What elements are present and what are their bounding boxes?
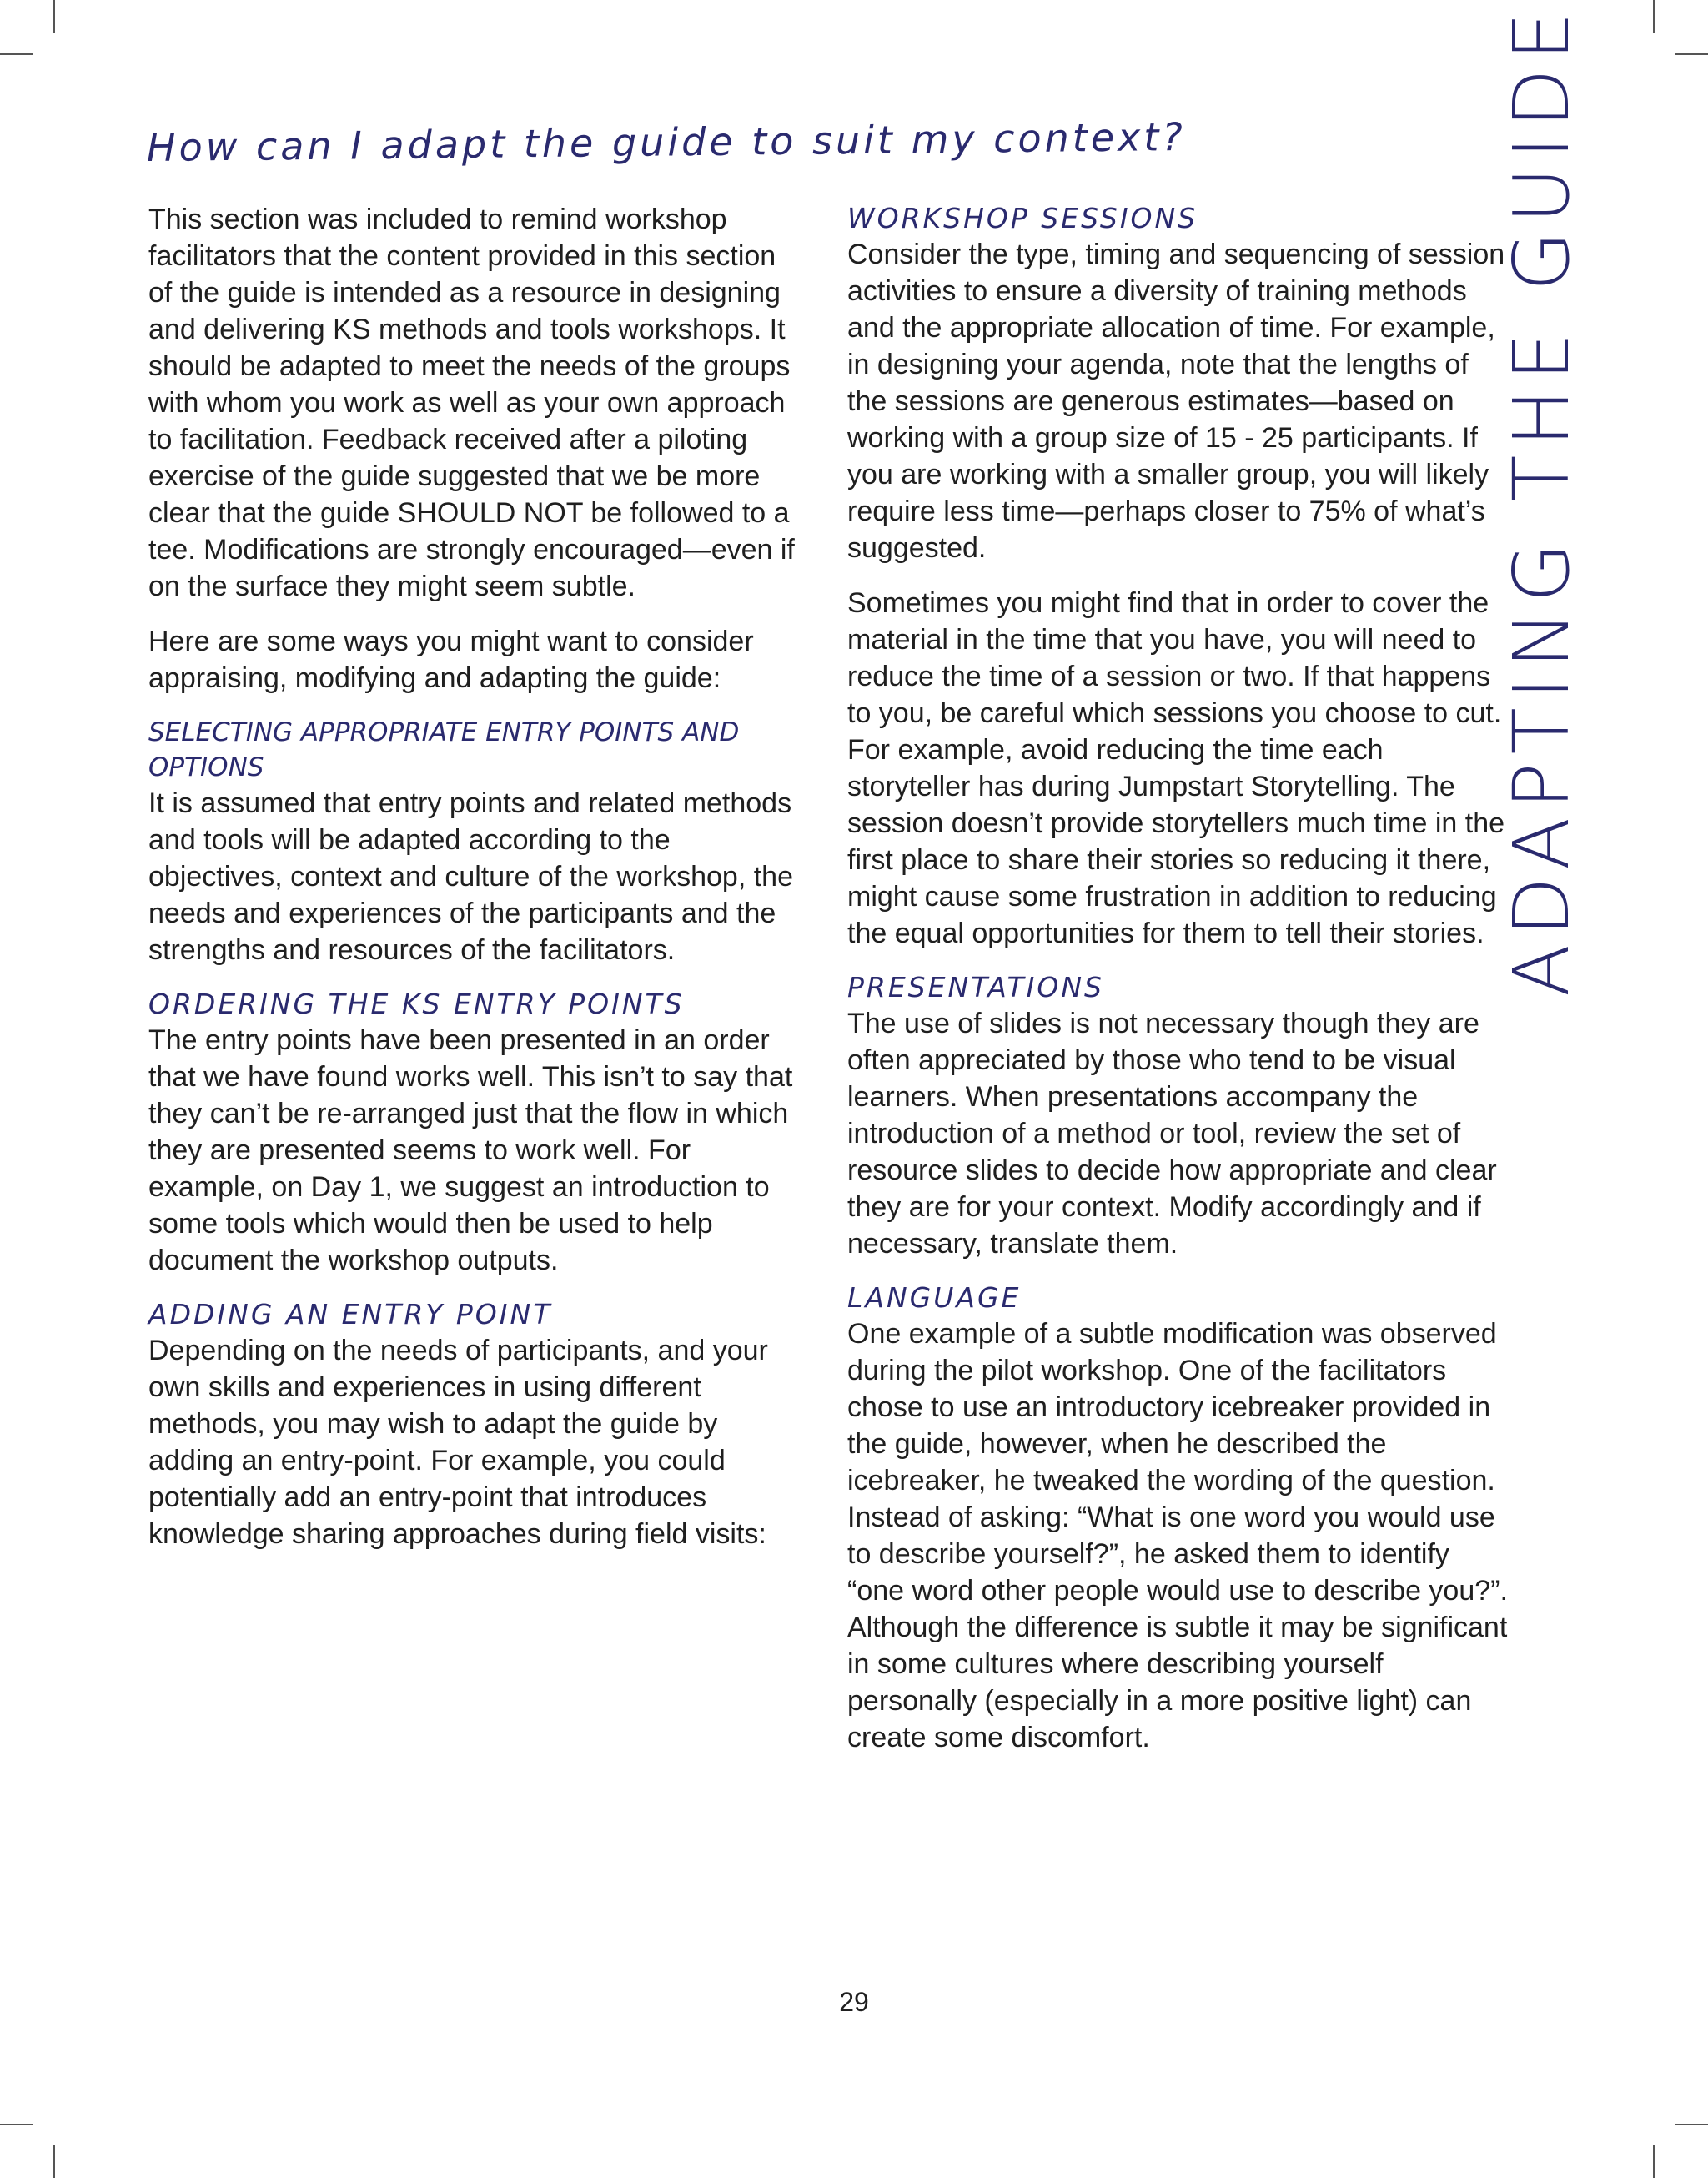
- section-body: Sometimes you might find that in order to cover the material in the time that you have, you will need to reduce the time of a session or two. If that happens to you, be careful which sessions you choose to cut. For example, avoid reducing the time each storyteller has during Jumpstart Storytelling. The session doesn’t provide storytellers much time in the first place to share their stories so reducing it there, might cause some frustration in addition to reducing the equal opportunities for them to tell their stories.: [847, 587, 1505, 949]
- side-chapter-title: ADAPTING THE GUIDE: [1497, 3, 1586, 997]
- crop-mark: [0, 2124, 33, 2125]
- section-body: The entry points have been presented in an order that we have found works well. This isn’t to say that they can’t be re-arranged just that the flow in which they are presented seems to work well. For example, on Day 1, we suggest an introduction to some tools which would then be used to help document the workshop outputs.: [148, 1024, 793, 1276]
- page-title: How can I adapt the guide to suit my context?: [146, 113, 1187, 170]
- intro-paragraph: Here are some ways you might want to consider appraising, modifying and adapting the guide:: [148, 626, 754, 694]
- crop-mark: [1675, 2124, 1708, 2125]
- section-body: It is assumed that entry points and related methods and tools will be adapted according to the objectives, context and culture of the workshop, the needs and experiences of the participants and the strengths and resources of the facilitators.: [148, 787, 794, 966]
- section-heading: PRESENTATIONS: [847, 971, 1104, 1003]
- page-number: 29: [839, 1987, 869, 2017]
- right-column: [847, 201, 1511, 1774]
- section-body: One example of a subtle modification was observed during the pilot workshop. One of the facilitators chose to use an introductory icebreaker provided in the guide, however, when he described the icebreaker, he tweaked the wording of the question. Instead of asking: “What is one word you would use to describe yourself?”, he asked them to identify “one word other people would use to describe you?”. Although the difference is subtle it may be significant in some cultures where describing yourself personally (especially in a more positive light) can create some discomfort.: [847, 1318, 1508, 1753]
- crop-mark: [53, 2145, 55, 2178]
- section-heading: SELECTING APPROPRIATE ENTRY POINTS AND OPTIONS: [148, 717, 740, 782]
- section-heading: WORKSHOP SESSIONS: [847, 202, 1198, 234]
- crop-mark: [53, 0, 55, 33]
- crop-mark: [1675, 53, 1708, 55]
- section-heading: ADDING AN ENTRY POINT: [148, 1298, 553, 1330]
- section-body: Depending on the needs of participants, and your own skills and experiences in using different methods, you may wish to adapt the guide by adding an entry-point. For example, you could potentially add an entry-point that introduces knowledge sharing approaches during field visits:: [148, 1335, 768, 1550]
- crop-mark: [1653, 2145, 1655, 2178]
- left-column: [148, 201, 801, 1571]
- section-heading: ORDERING THE KS ENTRY POINTS: [148, 988, 685, 1020]
- crop-mark: [1653, 0, 1655, 33]
- crop-mark: [0, 53, 33, 55]
- section-body: The use of slides is not necessary though they are often appreciated by those who tend to be visual learners. When presentations accompany the introduction of a method or tool, review the set of resource slides to decide how appropriate and clear they are for your context. Modify accordingly and if necessary, translate them.: [847, 1008, 1497, 1260]
- intro-paragraph: This section was included to remind workshop facilitators that the content provided in this section of the guide is intended as a resource in designing and delivering KS methods and tools workshops. It should be adapted to meet the needs of the groups with whom you work as well as your own approach to facilitation. Feedback received after a piloting exercise of the guide suggested that we be more clear that the guide SHOULD NOT be followed to a tee. Modifications are strongly encouraged—even if on the surface they might seem subtle.: [148, 204, 795, 602]
- section-heading: LANGUAGE: [847, 1281, 1022, 1314]
- section-body: Consider the type, timing and sequencing of session activities to ensure a diversity of training methods and the appropriate allocation of time. For example, in designing your agenda, note that the lengths of the sessions are generous estimates—based on working with a group size of 15 - 25 participants. If you are working with a smaller group, you will likely require less time—perhaps closer to 75% of what’s suggested.: [847, 239, 1505, 564]
